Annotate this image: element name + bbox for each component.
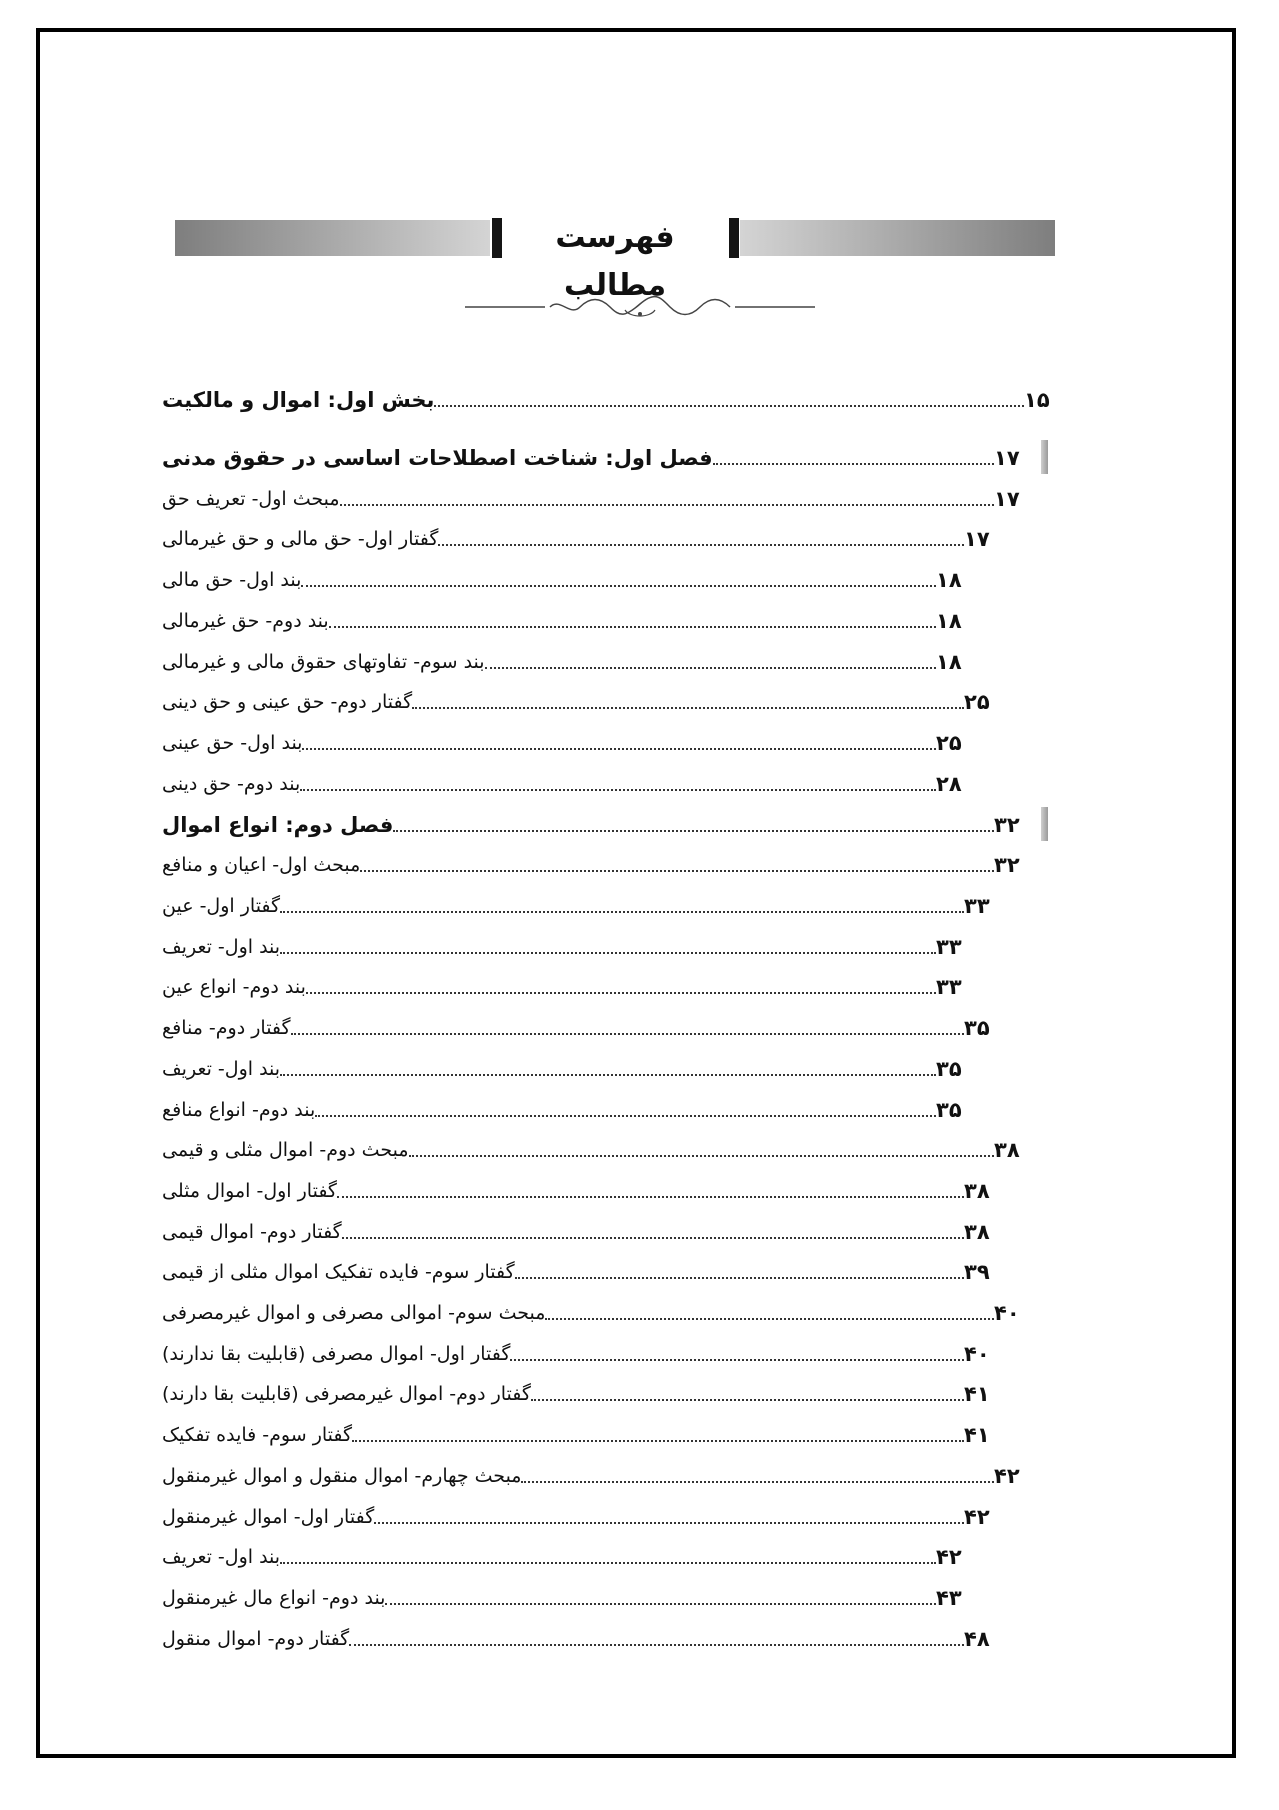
toc-leader-dots bbox=[280, 951, 936, 954]
toc-entry[interactable] bbox=[160, 884, 1000, 920]
toc-leader-dots bbox=[315, 1114, 936, 1117]
toc-entry-page-number: ۳۸ bbox=[964, 1219, 990, 1244]
toc-entry[interactable] bbox=[160, 1088, 972, 1124]
toc-entry[interactable] bbox=[160, 1128, 1030, 1164]
toc-leader-dots bbox=[521, 1480, 994, 1483]
toc-leader-dots bbox=[409, 1154, 995, 1157]
toc-entry[interactable] bbox=[160, 640, 972, 676]
toc-leader-dots bbox=[434, 404, 1024, 407]
toc-entry-title: بند دوم- انواع عین bbox=[162, 976, 306, 999]
toc-leader-dots bbox=[349, 1643, 964, 1646]
toc-entry[interactable] bbox=[160, 1332, 1000, 1368]
toc-entry-title: گفتار دوم- حق عینی و حق دینی bbox=[162, 691, 413, 714]
toc-entry-title: فصل دوم: انواع اموال bbox=[162, 812, 394, 837]
toc-entry[interactable] bbox=[160, 1495, 1000, 1531]
toc-leader-dots bbox=[374, 1521, 964, 1524]
toc-entry-title: بند اول- تعریف bbox=[162, 935, 281, 958]
toc-leader-dots bbox=[360, 869, 994, 872]
toc-leader-dots bbox=[280, 1073, 936, 1076]
toc-leader-dots bbox=[713, 462, 994, 465]
header-band-cap-right bbox=[729, 218, 739, 258]
toc-entry-title: گفتار دوم- اموال قیمی bbox=[162, 1220, 342, 1243]
toc-entry-page-number: ۳۳ bbox=[936, 934, 962, 959]
toc-entry[interactable] bbox=[160, 1454, 1030, 1490]
toc-leader-dots bbox=[280, 910, 964, 913]
toc-entry[interactable] bbox=[160, 1169, 1000, 1205]
toc-leader-dots bbox=[531, 1398, 964, 1401]
toc-entry-page-number: ۱۷ bbox=[994, 446, 1020, 470]
chapter-marker bbox=[1041, 807, 1048, 841]
toc-entry-page-number: ۲۸ bbox=[936, 771, 962, 796]
toc-entry-title: بند اول- حق مالی bbox=[162, 569, 302, 592]
toc-entry[interactable] bbox=[160, 925, 972, 961]
toc-entry-title: مبحث چهارم- اموال منقول و اموال غیرمنقول bbox=[162, 1464, 522, 1487]
toc-entry-page-number: ۳۲ bbox=[994, 853, 1020, 878]
toc-leader-dots bbox=[393, 829, 994, 832]
toc-entry-title: گفتار اول- عین bbox=[162, 895, 281, 917]
toc-entry-title: گفتار اول- اموال غیرمنقول bbox=[162, 1505, 375, 1528]
toc-leader-dots bbox=[510, 1358, 964, 1361]
toc-entry-title: گفتار دوم- اموال منقول bbox=[162, 1627, 350, 1650]
toc-leader-dots bbox=[545, 1317, 994, 1320]
toc-entry[interactable] bbox=[160, 721, 972, 757]
toc-entry[interactable] bbox=[160, 1535, 972, 1571]
toc-entry[interactable] bbox=[160, 680, 1000, 716]
toc-entry-title: بند دوم- انواع مال غیرمنقول bbox=[162, 1586, 386, 1609]
toc-entry[interactable] bbox=[160, 965, 972, 1001]
toc-entry[interactable] bbox=[160, 436, 1030, 472]
toc-leader-dots bbox=[438, 543, 964, 546]
toc-entry-title: گفتار اول- حق مالی و حق غیرمالی bbox=[162, 528, 439, 551]
toc-leader-dots bbox=[412, 706, 964, 709]
toc-entry-title: گفتار اول- اموال مثلی bbox=[162, 1179, 337, 1202]
toc-entry-page-number: ۳۵ bbox=[936, 1056, 962, 1081]
toc-leader-dots bbox=[306, 991, 936, 994]
toc-entry-title: بخش اول: اموال و مالکیت bbox=[162, 388, 435, 412]
toc-entry-page-number: ۳۳ bbox=[936, 975, 962, 1000]
toc-entry[interactable] bbox=[160, 1047, 972, 1083]
toc-entry-page-number: ۳۸ bbox=[994, 1138, 1020, 1163]
toc-entry-title: مبحث دوم- اموال مثلی و قیمی bbox=[162, 1139, 409, 1162]
toc-entry-page-number: ۱۷ bbox=[994, 486, 1020, 511]
toc-leader-dots bbox=[329, 625, 936, 628]
toc-entry-title: گفتار دوم- اموال غیرمصرفی (قابلیت بقا دارند) bbox=[162, 1383, 531, 1406]
toc-leader-dots bbox=[301, 584, 936, 587]
toc-entry[interactable] bbox=[160, 1210, 1000, 1246]
header-band-left bbox=[175, 220, 490, 256]
toc-entry-title: بند دوم- حق غیرمالی bbox=[162, 609, 329, 632]
toc-entry-page-number: ۳۵ bbox=[936, 1097, 962, 1122]
toc-entry-page-number: ۴۱ bbox=[964, 1382, 990, 1407]
toc-entry-title: بند سوم- تفاوتهای حقوق مالی و غیرمالی bbox=[162, 650, 485, 673]
toc-entry-title: مبحث اول- اعیان و منافع bbox=[162, 854, 361, 877]
toc-entry-page-number: ۲۵ bbox=[964, 690, 990, 715]
toc-entry-title: مبحث اول- تعریف حق bbox=[162, 487, 340, 510]
toc-entry[interactable] bbox=[160, 1250, 1000, 1286]
toc-entry-page-number: ۳۲ bbox=[994, 812, 1020, 837]
toc-entry-page-number: ۱۷ bbox=[964, 527, 990, 552]
toc-entry-page-number: ۴۲ bbox=[994, 1463, 1020, 1488]
page-title: فهرست مطالب bbox=[555, 220, 675, 303]
toc-entry-page-number: ۴۲ bbox=[936, 1545, 962, 1570]
toc-entry[interactable] bbox=[160, 558, 972, 594]
toc-entry-page-number: ۴۲ bbox=[964, 1504, 990, 1529]
toc-entry-title: بند اول- حق عینی bbox=[162, 731, 303, 754]
toc-entry-title: بند اول- تعریف bbox=[162, 1057, 281, 1080]
toc-entry-page-number: ۴۳ bbox=[936, 1585, 962, 1610]
toc-entry-page-number: ۳۸ bbox=[964, 1178, 990, 1203]
toc-entry[interactable] bbox=[160, 1576, 972, 1612]
toc-entry[interactable] bbox=[160, 378, 1060, 414]
toc-entry-page-number: ۳۳ bbox=[964, 894, 990, 918]
toc-entry-title: فصل اول: شناخت اصطلاحات اساسی در حقوق مدنی bbox=[162, 446, 713, 470]
toc-entry-title: مبحث سوم- اموالی مصرفی و اموال غیرمصرفی bbox=[162, 1302, 546, 1324]
toc-entry-title: گفتار اول- اموال مصرفی (قابلیت بقا ندارند) bbox=[162, 1342, 511, 1365]
toc-entry-page-number: ۱۸ bbox=[936, 649, 962, 674]
toc-leader-dots bbox=[485, 666, 936, 669]
toc-entry[interactable] bbox=[160, 1291, 1030, 1327]
toc-entry-page-number: ۴۰ bbox=[994, 1301, 1020, 1325]
toc-entry-page-number: ۴۸ bbox=[964, 1626, 990, 1651]
toc-entry[interactable] bbox=[160, 1617, 1000, 1653]
toc-entry-page-number: ۳۹ bbox=[964, 1260, 990, 1285]
toc-entry[interactable] bbox=[160, 803, 1030, 839]
toc-leader-dots bbox=[385, 1602, 936, 1605]
toc-leader-dots bbox=[340, 503, 994, 506]
toc-entry-title: گفتار سوم- فایده تفکیک اموال مثلی از قیمی bbox=[162, 1261, 515, 1284]
toc-entry[interactable] bbox=[160, 477, 1030, 513]
toc-entry-page-number: ۴۱ bbox=[964, 1423, 990, 1448]
toc-entry-title: گفتار دوم- منافع bbox=[162, 1017, 291, 1040]
toc-leader-dots bbox=[337, 1195, 964, 1198]
toc-entry[interactable] bbox=[160, 517, 1000, 553]
toc-entry[interactable] bbox=[160, 762, 972, 798]
toc-leader-dots bbox=[291, 1032, 964, 1035]
toc-leader-dots bbox=[280, 1561, 936, 1564]
toc-entry[interactable] bbox=[160, 843, 1030, 879]
toc-leader-dots bbox=[300, 788, 936, 791]
toc-entry-title: بند اول- تعریف bbox=[162, 1546, 281, 1569]
toc-leader-dots bbox=[342, 1236, 964, 1239]
toc-entry-page-number: ۱۸ bbox=[936, 608, 962, 633]
toc-entry-title: بند دوم- حق دینی bbox=[162, 772, 301, 795]
toc-entry[interactable] bbox=[160, 599, 972, 635]
header-band-right bbox=[740, 220, 1055, 256]
toc-entry-page-number: ۱۸ bbox=[936, 568, 962, 593]
toc-entry-page-number: ۴۰ bbox=[964, 1341, 990, 1366]
toc-entry[interactable] bbox=[160, 1372, 1000, 1408]
chapter-marker bbox=[1041, 440, 1048, 474]
toc-entry[interactable] bbox=[160, 1006, 1000, 1042]
toc-entry-title: بند دوم- انواع منافع bbox=[162, 1098, 316, 1121]
toc-entry-page-number: ۳۵ bbox=[964, 1016, 990, 1041]
toc-entry-page-number: ۲۵ bbox=[936, 730, 962, 755]
ornament-divider bbox=[465, 292, 815, 322]
toc-entry-page-number: ۱۵ bbox=[1024, 388, 1050, 412]
toc-entry[interactable] bbox=[160, 1413, 1000, 1449]
toc-leader-dots bbox=[302, 747, 936, 750]
toc-entry-title: گفتار سوم- فایده تفکیک bbox=[162, 1424, 353, 1447]
toc-leader-dots bbox=[515, 1276, 964, 1279]
toc-leader-dots bbox=[352, 1439, 964, 1442]
header-band-cap-left bbox=[492, 218, 502, 258]
